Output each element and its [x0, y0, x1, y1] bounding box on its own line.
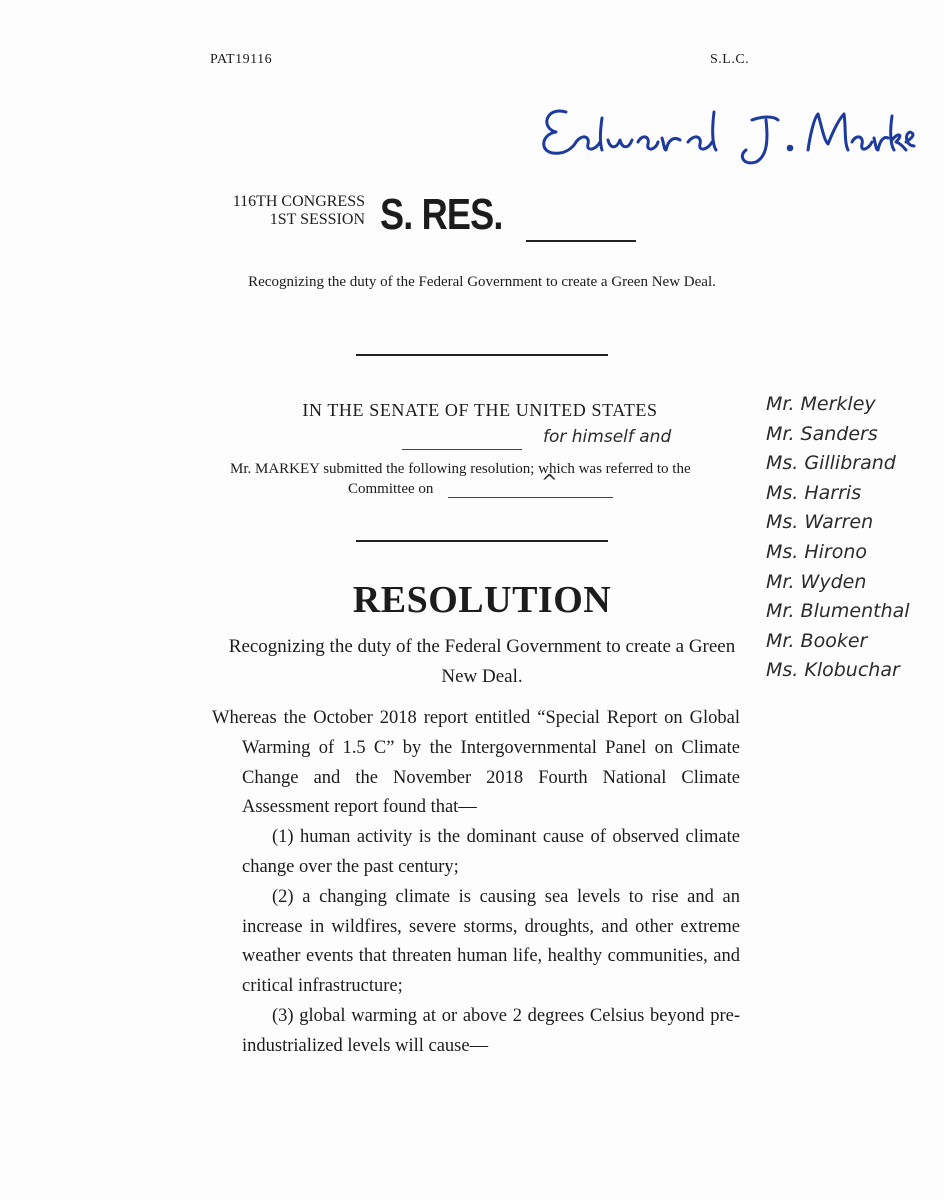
document-id: PAT19116	[210, 52, 273, 67]
senate-heading: IN THE SENATE OF THE UNITED STATES	[302, 400, 658, 420]
congress-info	[205, 193, 365, 229]
finding-clause-1: (1) human activity is the dominant cause of observed climate change over the past century;	[242, 827, 740, 877]
committee-label: Committee on	[348, 481, 434, 497]
signature	[538, 98, 918, 168]
cosponsor-name: Mr. Sanders	[766, 422, 878, 445]
cosponsor-name: Ms. Klobuchar	[766, 659, 900, 682]
cosponsor-name: Ms. Warren	[766, 511, 874, 534]
cosponsor-name: Mr. Wyden	[766, 570, 867, 593]
congress-number: 116TH CONGRESS	[232, 193, 365, 210]
office-code: S.L.C.	[710, 52, 750, 67]
cosponsor-name: Ms. Hirono	[766, 540, 868, 563]
handwritten-insert: for himself and	[543, 427, 672, 447]
congress-session: 1ST SESSION	[269, 211, 365, 228]
cosponsor-name: Mr. Blumenthal	[766, 600, 910, 623]
resolution-subtitle: Recognizing the duty of the Federal Government to create a Green New Deal.	[228, 636, 736, 687]
cosponsor-name: Mr. Merkley	[766, 393, 876, 415]
whereas-clause: Whereas the October 2018 report entitled “Special Report on Global Warming of 1.5 C” by the Intergovernmental Panel on Climate Change and the November 2018 Fourth National Climate Assessment report found that—	[212, 708, 740, 818]
divider-top	[356, 354, 608, 356]
finding-clause-2: (2) a changing climate is causing sea levels to rise and an increase in wildfires, severe storms, droughts, and other extreme weather events that threaten human life, healthy communities, and critical infrastructure;	[242, 886, 740, 997]
insert-caret: ^	[541, 470, 558, 494]
divider-middle	[356, 540, 608, 542]
committee-blank-line	[448, 497, 613, 498]
resolution-heading: RESOLUTION	[352, 579, 612, 621]
cosponsor-name: Mr. Booker	[766, 629, 868, 652]
cosponsor-list	[766, 390, 910, 686]
submission-text: Mr. MARKEY submitted the following resolution; which was referred to the	[230, 461, 691, 477]
bill-number-blank	[526, 240, 636, 242]
resolution-body	[212, 704, 740, 1062]
sponsor-blank-line	[402, 449, 522, 450]
cosponsor-name: Ms. Gillibrand	[766, 452, 896, 475]
short-title: Recognizing the duty of the Federal Government to create a Green New Deal.	[248, 274, 716, 290]
bill-type: S. RES.	[380, 190, 503, 239]
cosponsor-name: Ms. Harris	[766, 481, 862, 504]
finding-clause-3: (3) global warming at or above 2 degrees Celsius beyond pre-industrialized levels will cause—	[242, 1005, 740, 1056]
